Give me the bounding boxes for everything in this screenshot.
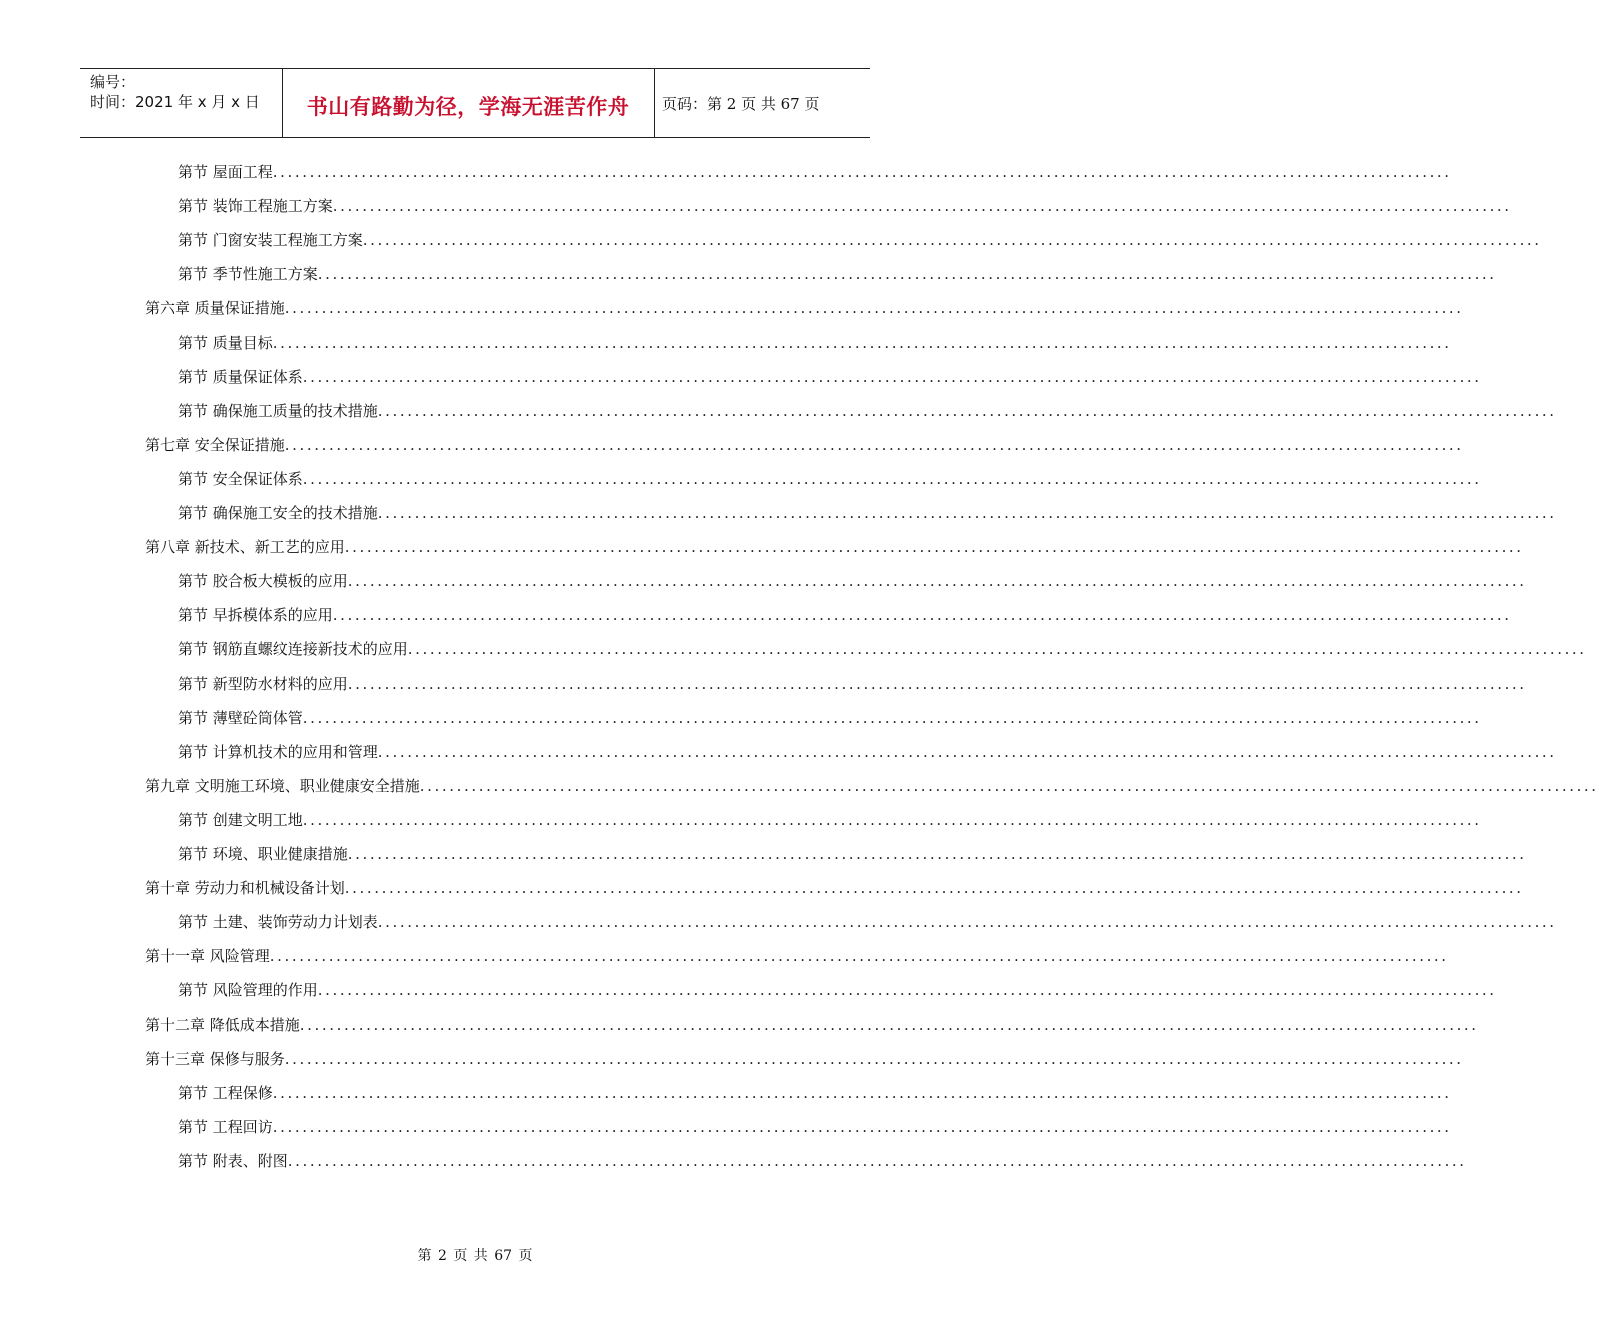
toc-leader-dots: ................................................................................................................................................................ — [299, 1016, 1479, 1034]
toc-chapter-entry[interactable] — [145, 291, 1464, 325]
toc-entry-label: 第节 计算机技术的应用和管理 — [178, 743, 378, 761]
toc-section-entry[interactable] — [178, 667, 1527, 701]
toc-entry-label: 第节 安全保证体系 — [178, 470, 303, 488]
toc-section-entry[interactable] — [178, 973, 1497, 1007]
toc-entry-label: 第十章 劳动力和机械设备计划 — [145, 879, 345, 897]
toc-leader-dots: ................................................................................................................................................................ — [407, 640, 1587, 658]
toc-leader-dots: ................................................................................................................................................................ — [284, 299, 1464, 317]
toc-leader-dots: ................................................................................................................................................................ — [362, 231, 1542, 249]
toc-entry-label: 第十三章 保修与服务 — [145, 1050, 285, 1068]
document-number-label: 编号： — [90, 73, 136, 91]
page-footer — [0, 1245, 950, 1265]
toc-entry-label: 第节 装饰工程施工方案 — [178, 197, 333, 215]
toc-chapter-entry[interactable] — [145, 428, 1464, 462]
toc-leader-dots: ................................................................................................................................................................ — [302, 811, 1482, 829]
toc-leader-dots: ................................................................................................................................................................ — [284, 436, 1464, 454]
footer-total-unit: 页 — [518, 1248, 533, 1264]
toc-entry-label: 第节 新型防水材料的应用 — [178, 675, 348, 693]
toc-section-entry[interactable] — [178, 496, 1557, 530]
toc-entry-label: 第节 薄壁砼筒体管 — [178, 709, 303, 727]
toc-leader-dots: ................................................................................................................................................................ — [347, 675, 1527, 693]
toc-leader-dots: ................................................................................................................................................................ — [317, 981, 1497, 999]
toc-section-entry[interactable] — [178, 837, 1527, 871]
toc-section-entry[interactable] — [178, 1076, 1452, 1110]
toc-entry-label: 第节 门窗安装工程施工方案 — [178, 231, 363, 249]
toc-entry-label: 第节 质量目标 — [178, 334, 273, 352]
toc-chapter-entry[interactable] — [145, 871, 1524, 905]
toc-section-entry[interactable] — [178, 598, 1512, 632]
toc-leader-dots: ................................................................................................................................................................ — [377, 913, 1557, 931]
toc-chapter-entry[interactable] — [145, 1042, 1464, 1076]
page-header — [80, 68, 870, 138]
toc-entry-label: 第七章 安全保证措施 — [145, 436, 285, 454]
toc-entry-label: 第节 工程回访 — [178, 1118, 273, 1136]
footer-total-word: 共 — [473, 1248, 488, 1264]
toc-leader-dots: ................................................................................................................................................................ — [284, 1050, 1464, 1068]
toc-section-entry[interactable] — [178, 394, 1557, 428]
toc-leader-dots: ................................................................................................................................................................ — [272, 1118, 1452, 1136]
footer-page-unit: 页 — [453, 1248, 468, 1264]
toc-entry-label: 第节 土建、装饰劳动力计划表 — [178, 913, 378, 931]
toc-entry-label: 第节 风险管理的作用 — [178, 981, 318, 999]
toc-entry-label: 第节 工程保修 — [178, 1084, 273, 1102]
toc-entry-label: 第节 环境、职业健康措施 — [178, 845, 348, 863]
toc-leader-dots: ................................................................................................................................................................ — [377, 504, 1557, 522]
toc-entry-label: 第节 确保施工安全的技术措施 — [178, 504, 378, 522]
header-motto-cell — [282, 69, 655, 137]
toc-entry-label: 第九章 文明施工环境、职业健康安全措施 — [145, 777, 420, 795]
toc-chapter-entry[interactable] — [145, 939, 1449, 973]
toc-leader-dots: ................................................................................................................................................................ — [332, 197, 1512, 215]
toc-section-entry[interactable] — [178, 632, 1587, 666]
toc-entry-label: 第节 屋面工程 — [178, 163, 273, 181]
footer-total-number: 67 — [494, 1248, 513, 1264]
footer-page-word: 第 — [417, 1248, 432, 1264]
toc-section-entry[interactable] — [178, 701, 1482, 735]
toc-leader-dots: ................................................................................................................................................................ — [332, 606, 1512, 624]
toc-leader-dots: ................................................................................................................................................................ — [344, 538, 1524, 556]
toc-section-entry[interactable] — [178, 257, 1497, 291]
header-page-info: 页码：第 2 页 共 67 页 — [662, 95, 820, 113]
toc-entry-label: 第六章 质量保证措施 — [145, 299, 285, 317]
toc-section-entry[interactable] — [178, 803, 1482, 837]
toc-leader-dots: ................................................................................................................................................................ — [317, 265, 1497, 283]
toc-leader-dots: ................................................................................................................................................................ — [344, 879, 1524, 897]
toc-section-entry[interactable] — [178, 189, 1512, 223]
toc-entry-label: 第节 附表、附图 — [178, 1152, 288, 1170]
header-page-cell — [654, 69, 870, 137]
toc-leader-dots: ................................................................................................................................................................ — [269, 947, 1449, 965]
toc-leader-dots: ................................................................................................................................................................ — [377, 743, 1557, 761]
toc-leader-dots: ................................................................................................................................................................ — [302, 709, 1482, 727]
toc-entry-label: 第节 钢筋直螺纹连接新技术的应用 — [178, 640, 408, 658]
toc-entry-label: 第节 季节性施工方案 — [178, 265, 318, 283]
toc-section-entry[interactable] — [178, 155, 1452, 189]
toc-leader-dots: ................................................................................................................................................................ — [272, 163, 1452, 181]
toc-leader-dots: ................................................................................................................................................................ — [302, 368, 1482, 386]
toc-entry-label: 第十二章 降低成本措施 — [145, 1016, 300, 1034]
toc-leader-dots: ................................................................................................................................................................ — [302, 470, 1482, 488]
toc-leader-dots: ................................................................................................................................................................ — [347, 845, 1527, 863]
toc-leader-dots: ................................................................................................................................................................ — [272, 1084, 1452, 1102]
header-motto: 书山有路勤为径，学海无涯苦作舟 — [306, 95, 630, 119]
toc-chapter-entry[interactable] — [145, 769, 1599, 803]
toc-leader-dots: ................................................................................................................................................................ — [377, 402, 1557, 420]
toc-leader-dots: ................................................................................................................................................................ — [347, 572, 1527, 590]
toc-section-entry[interactable] — [178, 223, 1542, 257]
toc-entry-label: 第节 质量保证体系 — [178, 368, 303, 386]
toc-section-entry[interactable] — [178, 1110, 1452, 1144]
toc-entry-label: 第节 创建文明工地 — [178, 811, 303, 829]
toc-entry-label: 第节 早拆模体系的应用 — [178, 606, 333, 624]
document-date-label: 时间：2021 年 x 月 x 日 — [90, 93, 260, 111]
toc-section-entry[interactable] — [178, 326, 1452, 360]
toc-leader-dots: ................................................................................................................................................................ — [287, 1152, 1467, 1170]
toc-entry-label: 第十一章 风险管理 — [145, 947, 270, 965]
header-meta-cell — [80, 69, 283, 137]
toc-entry-label: 第八章 新技术、新工艺的应用 — [145, 538, 345, 556]
toc-section-entry[interactable] — [178, 1144, 1467, 1178]
toc-section-entry[interactable] — [178, 462, 1482, 496]
toc-leader-dots: ................................................................................................................................................................ — [272, 334, 1452, 352]
toc-section-entry[interactable] — [178, 735, 1557, 769]
toc-chapter-entry[interactable] — [145, 1008, 1479, 1042]
toc-section-entry[interactable] — [178, 360, 1482, 394]
toc-section-entry[interactable] — [178, 905, 1557, 939]
toc-section-entry[interactable] — [178, 564, 1527, 598]
toc-chapter-entry[interactable] — [145, 530, 1524, 564]
toc-leader-dots: ................................................................................................................................................................ — [419, 777, 1599, 795]
toc-entry-label: 第节 确保施工质量的技术措施 — [178, 402, 378, 420]
footer-page-number: 2 — [437, 1248, 447, 1264]
toc-entry-label: 第节 胶合板大模板的应用 — [178, 572, 348, 590]
